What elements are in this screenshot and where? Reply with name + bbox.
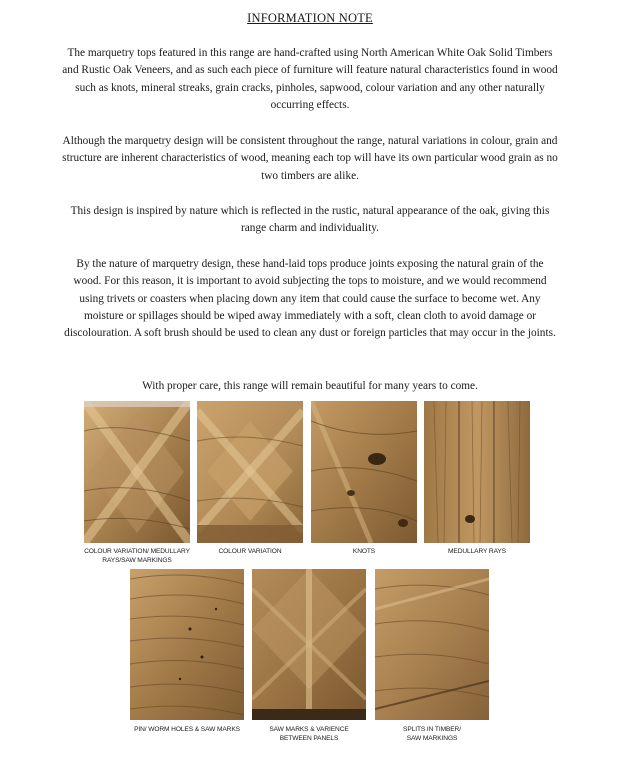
caption-line: BETWEEN PANELS (279, 735, 339, 742)
paragraph-care: By the nature of marquetry design, these hand-laid tops produce joints exposing the natural grain of the wood. For this reason, it is important to avoid subjecting the tops to moisture, and we would recommend using trivets or coasters when placing down any item that could cause the surface to become wet. Any moisture or spillages should be wiped away immediately with a soft, clean cloth to avoid damage or discolouration. A soft brush should be used to clean any dust or foreign particles that may occur in the joints. (64, 258, 556, 340)
photo-knots (311, 401, 417, 543)
page-title: INFORMATION NOTE (247, 11, 373, 25)
caption-saw-marks-panels (247, 725, 371, 743)
paragraph-closing: With proper care, this range will remain beautiful for many years to come. (142, 380, 478, 392)
photo-colour-variation-medullary (84, 401, 190, 543)
photo-medullary-rays (424, 401, 530, 543)
caption-line: RAYS/SAW MARKINGS (102, 557, 172, 564)
caption-line: COLOUR VARIATION (218, 548, 282, 555)
caption-line: SAW MARKS & VARIENCE (269, 726, 349, 733)
paragraph-inspiration: This design is inspired by nature which is reflected in the rustic, natural appearance of the oak, giving this range charm and individuality. (70, 205, 550, 235)
wood-grain-photo (130, 569, 244, 720)
wood-marquetry-photo (252, 569, 366, 720)
caption-line: PIN/ WORM HOLES & SAW MARKS (134, 726, 240, 733)
wood-knot-photo (311, 401, 417, 543)
photo-colour-variation (197, 401, 303, 543)
caption-colour-variation-medullary (74, 547, 200, 565)
caption-line: MEDULLARY RAYS (448, 548, 506, 555)
photo-pin-worm-holes (130, 569, 244, 720)
caption-knots (304, 547, 424, 556)
paragraph-materials: The marquetry tops featured in this range are hand-crafted using North American White Oak Solid Timbers and Rustic Oak Veneers, and as such each piece of furniture will feature natural characteristics found in wood such as knots, mineral streaks, grain cracks, pinholes, sapwood, colour variation and any other naturally occurring effects. (62, 47, 558, 111)
photo-saw-marks-panels (252, 569, 366, 720)
wood-grain-photo (375, 569, 489, 720)
caption-splits-in-timber (372, 725, 492, 743)
caption-line: SAW MARKINGS (406, 735, 458, 742)
caption-line: COLOUR VARIATION/ MEDULLARY (84, 548, 190, 555)
caption-pin-worm-holes (120, 725, 254, 734)
photo-splits-in-timber (375, 569, 489, 720)
caption-colour-variation (190, 547, 310, 556)
wood-marquetry-photo (84, 401, 190, 543)
caption-line: KNOTS (352, 548, 376, 555)
paragraph-variations: Although the marquetry design will be consistent throughout the range, natural variations in colour, grain and structure are inherent characteristics of wood, meaning each top will have its own particular wood grain as no two timbers are alike. (62, 135, 558, 182)
caption-medullary-rays (417, 547, 537, 556)
wood-marquetry-photo (197, 401, 303, 543)
wood-grain-photo (424, 401, 530, 543)
caption-line: SPLITS IN TIMBER/ (403, 726, 461, 733)
